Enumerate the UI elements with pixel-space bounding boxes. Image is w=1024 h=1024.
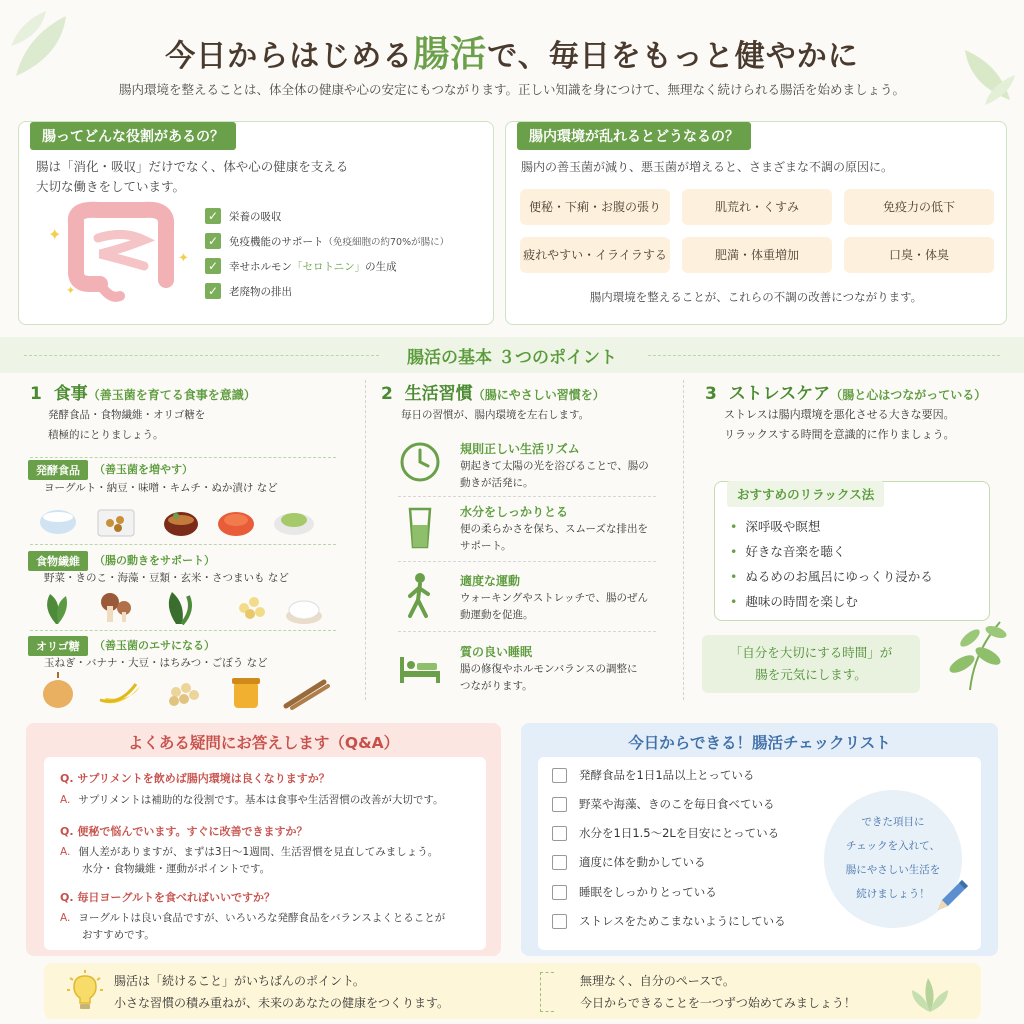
habit-item: 適度な運動 ウォーキングやストレッチで、腸のぜん 動運動を促進。 bbox=[398, 572, 658, 632]
clock-icon bbox=[398, 440, 442, 484]
page-subtitle: 腸内環境を整えることは、体全体の健康や心の安定にもつながります。正しい知識を身につけて、無理なく続けられる腸活を始めましょう。 bbox=[118, 82, 905, 97]
checkbox[interactable] bbox=[552, 914, 567, 929]
role-check-item: ✓ 免疫機能のサポート （免疫細胞の約70%が腸に） bbox=[205, 233, 449, 249]
symptom-chip: 疲れやすい・イライラする bbox=[520, 237, 670, 273]
divider bbox=[398, 631, 656, 632]
divider bbox=[683, 380, 684, 700]
food-heading: 1 食事（善玉菌を育てる食事を意識） bbox=[30, 384, 256, 404]
self-care-message: 「自分を大切にする時間」が 腸を元気にします。 bbox=[702, 635, 920, 693]
role-intro: 腸は「消化・吸収」だけでなく、体や心の健康を支える 大切な働きをしています。 bbox=[36, 159, 349, 194]
checklist-note: できた項目に チェックを入れて、 腸にやさしい生活を 続けましょう！ bbox=[845, 816, 941, 900]
stress-heading: 3 ストレスケア（腸と心はつながっている） bbox=[705, 384, 987, 404]
disorder-intro: 腸内の善玉菌が減り、悪玉菌が増えると、さまざまな不調の原因に。 bbox=[521, 160, 894, 174]
role-tag: 腸ってどんな役割があるの？ bbox=[30, 122, 236, 150]
page-title: 今日からはじめる腸活で、毎日をもっと健やかに bbox=[165, 34, 859, 75]
symptom-chip: 肥満・体重増加 bbox=[682, 237, 832, 273]
checkbox[interactable] bbox=[552, 768, 567, 783]
qa-question: Q. サプリメントを飲めば腸内環境は良くなりますか？ bbox=[60, 772, 330, 785]
checklist-item[interactable]: 水分を1日1.5〜2Lを目安にとっている bbox=[552, 825, 779, 841]
fiber-foods-icons bbox=[36, 588, 336, 626]
qa-question: Q. 便秘で悩んでいます。すぐに改善できますか？ bbox=[60, 825, 308, 838]
checkbox[interactable] bbox=[552, 855, 567, 870]
checklist-item[interactable]: 野菜や海藻、きのこを毎日食べている bbox=[552, 796, 775, 812]
svg-text:✦: ✦ bbox=[66, 284, 76, 297]
role-check-item: ✓ 老廃物の排出 bbox=[205, 283, 292, 299]
check-icon: ✓ bbox=[205, 258, 221, 274]
checkbox[interactable] bbox=[552, 797, 567, 812]
relax-item: • 深呼吸や瞑想 bbox=[730, 519, 821, 534]
qa-answer: A. サプリメントは補助的な役割です。基本は食事や生活習慣の改善が大切です。 bbox=[60, 794, 444, 806]
habit-item: 質の良い睡眠 腸の修復やホルモンバランスの調整に つながります。 bbox=[398, 643, 658, 703]
category-items: ヨーグルト・納豆・味噌・キムチ・ぬか漬け など bbox=[44, 482, 278, 494]
intestine-illustration-icon bbox=[44, 200, 194, 306]
qa-answer: A. ヨーグルトは良い食品ですが、いろいろな発酵食品をバランスよくとることが おすすめです。 bbox=[60, 912, 446, 941]
lightbulb-icon bbox=[66, 970, 104, 1012]
life-heading: 2 生活習慣（腸にやさしい習慣を） bbox=[381, 384, 605, 404]
role-check-item: ✓ 栄養の吸収 bbox=[205, 208, 282, 224]
divider bbox=[398, 496, 656, 497]
life-desc: 毎日の習慣が、腸内環境を左右します。 bbox=[401, 409, 590, 421]
check-icon: ✓ bbox=[205, 208, 221, 224]
category-tag: 食物繊維 bbox=[28, 551, 88, 571]
divider bbox=[30, 630, 336, 631]
disorder-note: 腸内環境を整えることが、これらの不調の改善につながります。 bbox=[589, 290, 923, 304]
footer-message-right: 無理なく、自分のペースで。 今日からできることを一つずつ始めてみましょう！ bbox=[580, 974, 856, 1010]
checklist-item[interactable]: 発酵食品を1日1品以上とっている bbox=[552, 767, 754, 783]
habit-item: 規則正しい生活リズム 朝起きて太陽の光を浴びることで、腸の 動きが活発に。 bbox=[398, 440, 658, 500]
check-icon: ✓ bbox=[205, 233, 221, 249]
svg-text:✦: ✦ bbox=[48, 225, 62, 244]
footer-message-left: 腸活は「続けること」がいちばんのポイント。 小さな習慣の積み重ねが、未来のあなたの健康をつくります。 bbox=[114, 974, 450, 1010]
qa-title: よくある疑問にお答えします（Q&A） bbox=[127, 734, 400, 752]
category-items: 玉ねぎ・バナナ・大豆・はちみつ・ごぼう など bbox=[44, 657, 268, 669]
divider bbox=[30, 544, 336, 545]
food-desc: 発酵食品・食物繊維・オリゴ糖を 積極的にとりましょう。 bbox=[48, 409, 206, 441]
role-check-item: ✓ 幸せホルモン 「セロトニン」 の生成 bbox=[205, 258, 397, 274]
checklist-item[interactable]: ストレスをためこまないようにしている bbox=[552, 913, 786, 929]
fermented-foods-icons bbox=[36, 500, 336, 538]
category-sub: （善玉菌を増やす） bbox=[94, 463, 193, 476]
relax-item: • 好きな音楽を聴く bbox=[730, 544, 846, 559]
walking-icon bbox=[398, 572, 442, 620]
qa-answer: A. 個人差がありますが、まずは3日〜1週間、生活習慣を見直してみましょう。 水分・食物繊維・運動がポイントです。 bbox=[60, 846, 439, 875]
checkbox[interactable] bbox=[552, 885, 567, 900]
divider bbox=[540, 972, 554, 1012]
category-sub: （腸の動きをサポート） bbox=[94, 554, 215, 567]
qa-question: Q. 毎日ヨーグルトを食べればいいですか？ bbox=[60, 891, 276, 904]
bed-icon bbox=[398, 649, 442, 689]
category-tag: 発酵食品 bbox=[28, 460, 88, 480]
disorder-tag: 腸内環境が乱れるとどうなるの？ bbox=[517, 122, 751, 150]
relax-item: • ぬるめのお風呂にゆっくり浸かる bbox=[730, 569, 933, 584]
svg-text:✦: ✦ bbox=[178, 251, 189, 266]
check-icon: ✓ bbox=[205, 283, 221, 299]
leaf-decoration-icon bbox=[940, 612, 1010, 692]
checkbox[interactable] bbox=[552, 826, 567, 841]
oligosaccharide-foods-icons bbox=[36, 672, 336, 710]
leaf-decoration-icon bbox=[908, 974, 952, 1014]
stress-desc: ストレスは腸内環境を悪化させる大きな要因。 リラックスする時間を意識的に作りましょう。 bbox=[724, 408, 955, 441]
checklist-item[interactable]: 適度に体を動かしている bbox=[552, 854, 706, 870]
points-title: 腸活の基本 ３つのポイント bbox=[407, 348, 617, 368]
category-tag: オリゴ糖 bbox=[28, 636, 88, 656]
water-glass-icon bbox=[398, 503, 442, 551]
symptom-chip: 便秘・下痢・お腹の張り bbox=[520, 189, 670, 225]
divider bbox=[398, 561, 656, 562]
symptom-chip: 肌荒れ・くすみ bbox=[682, 189, 832, 225]
symptom-chip: 口臭・体臭 bbox=[844, 237, 994, 273]
habit-item: 水分をしっかりとる 便の柔らかさを保ち、スムーズな排出を サポート。 bbox=[398, 503, 658, 563]
relax-tag: おすすめのリラックス法 bbox=[727, 481, 884, 507]
checklist-item[interactable]: 睡眠をしっかりとっている bbox=[552, 884, 717, 900]
relax-item: • 趣味の時間を楽しむ bbox=[730, 594, 858, 609]
divider bbox=[365, 380, 366, 700]
category-items: 野菜・きのこ・海藻・豆類・玄米・さつまいも など bbox=[44, 572, 289, 584]
symptom-chip: 免疫力の低下 bbox=[844, 189, 994, 225]
checklist-title: 今日からできる！腸活チェックリスト bbox=[628, 734, 891, 752]
divider bbox=[30, 457, 336, 458]
pencil-icon bbox=[932, 876, 972, 916]
category-sub: （善玉菌のエサになる） bbox=[94, 639, 215, 652]
